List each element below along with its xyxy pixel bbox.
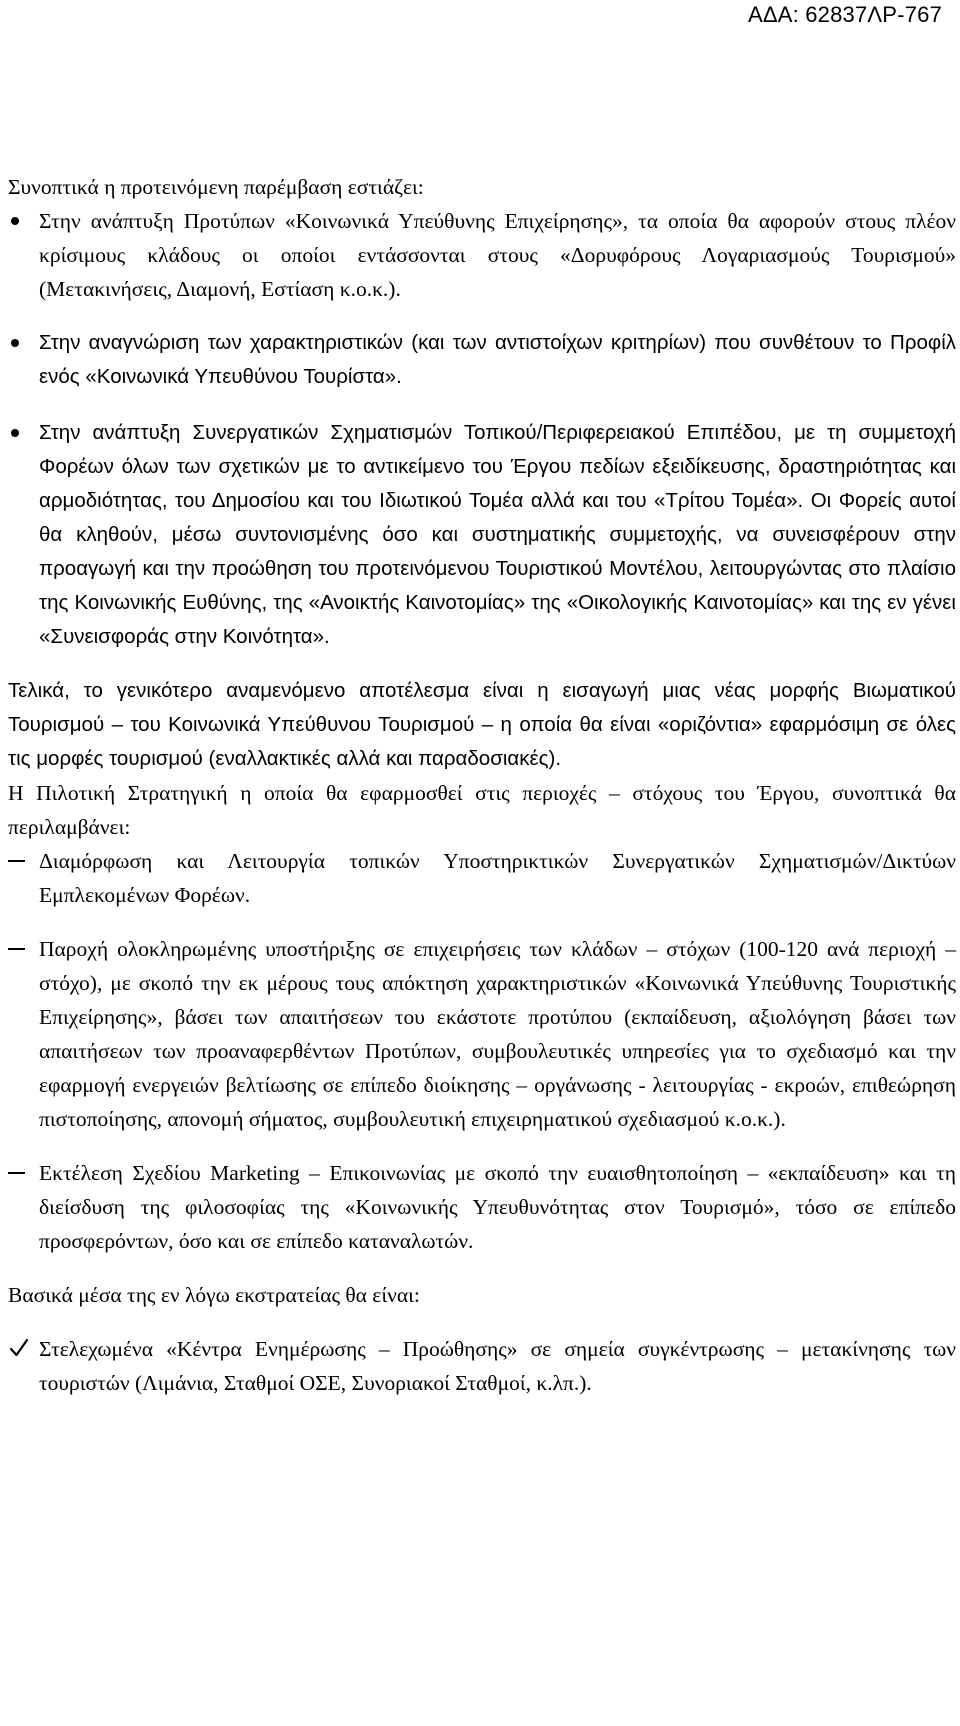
dash-text: Εκτέλεση Σχεδίου Marketing – Επικοινωνίας με σκοπό την ευαισθητοποίηση – «εκπαίδευση» και τη διείσδυση της φιλοσοφίας της «Κοινωνικής Υπευθυνότητας στον Τουρισμό», τόσο σε επίπεδο προσφερόντων, όσο και σε επίπεδο καταναλωτών. <box>39 1161 956 1253</box>
bullet-text: Στην αναγνώριση των χαρακτηριστικών (και των αντιστοίχων κριτηρίων) που συνθέτουν το Προφίλ ενός «Κοινωνικά Υπευθύνου Τουρίστα». <box>39 331 956 388</box>
dash-icon <box>8 948 25 950</box>
check-icon <box>8 1337 30 1359</box>
ada-code: ΑΔΑ: 62837ΛΡ-767 <box>747 2 942 27</box>
dash-icon <box>8 860 25 862</box>
dash-text: Παροχή ολοκληρωμένης υποστήριξης σε επιχειρήσεις των κλάδων – στόχων (100-120 ανά περιοχή – στόχο), με σκοπό την εκ μέρους τους απόκτηση χαρακτηριστικών «Κοινωνικά Υπεύθυνης Τουριστικής Επιχείρησης», βάσει των απαιτήσεων του εκάστοτε προτύπου (εκπαίδευση, αξιολόγηση βάσει των απαιτήσεων των προαναφερθέντων Προτύπων, συμβουλευτικές υπηρεσίες για το σχεδιασμό και την εφαρμογή ενεργειών βελτίωσης σε επίπεδο διοίκησης – οργάνωσης - λειτουργίας - εκροών, επιθεώρηση πιστοποίησης, απονομή σήματος, συμβουλευτική επιχειρηματικού σχεδιασμού κ.ο.κ.). <box>39 937 956 1131</box>
dash-item <box>8 1156 956 1258</box>
strategy-intro-paragraph: Η Πιλοτική Στρατηγική η οποία θα εφαρμοσθεί στις περιοχές – στόχους του Έργου, συνοπτικά θα περιλαμβάνει: <box>8 781 956 839</box>
dash-item <box>8 844 956 912</box>
bullet-icon <box>11 339 19 347</box>
bullet-item <box>8 204 956 306</box>
intro-paragraph: Συνοπτικά η προτεινόμενη παρέμβαση εστιάζει: <box>8 175 424 199</box>
dash-icon <box>8 1172 25 1174</box>
conclusion-paragraph: Τελικά, το γενικότερο αναμενόμενο αποτέλεσμα είναι η εισαγωγή μιας νέας μορφής Βιωματικού Τουρισμού – του Κοινωνικά Υπεύθυνου Τουρισμού – η οποία θα είναι «οριζόντια» εφαρμόσιμη σε όλες τις μορφές τουρισμού (εναλλακτικές αλλά και παραδοσιακές). <box>8 679 956 770</box>
bullet-text: Στην ανάπτυξη Συνεργατικών Σχηματισμών Τοπικού/Περιφερειακού Επιπέδου, με τη συμμετοχή Φορέων όλων των σχετικών με το αντικείμενο του Έργου πεδίων εξειδίκευσης, δραστηριότητας και αρμοδιότητας, του Δημοσίου και του Ιδιωτικού Τομέα αλλά και του «Τρίτου Τομέα». Οι Φορείς αυτοί θα κληθούν, μέσω συντονισμένης όσο και συστηματικής συμμετοχής, να συνεισφέρουν στην προαγωγή και την προώθηση του προτεινόμενου Τουριστικού Μοντέλου, λειτουργώντας στο πλαίσιο της Κοινωνικής Ευθύνης, της «Ανοικτής Καινοτομίας» της «Οικολογικής Καινοτομίας» και της εν γένει «Συνεισφοράς στην Κοινότητα». <box>39 421 956 648</box>
bullet-icon <box>11 217 19 225</box>
check-item <box>8 1332 956 1400</box>
means-intro-paragraph: Βασικά μέσα της εν λόγω εκστρατείας θα είναι: <box>8 1283 420 1307</box>
bullet-icon <box>11 429 19 437</box>
document-body <box>8 170 956 1400</box>
bullet-item <box>8 416 956 654</box>
dash-item <box>8 932 956 1136</box>
bullet-text: Στην ανάπτυξη Προτύπων «Κοινωνικά Υπεύθυνης Επιχείρησης», τα οποία θα αφορούν στους πλέον κρίσιμους κλάδους οι οποίοι εντάσσονται στους «Δορυφόρους Λογαριασμούς Τουρισμού» (Μετακινήσεις, Διαμονή, Εστίαση κ.ο.κ.). <box>39 209 956 301</box>
dash-text: Διαμόρφωση και Λειτουργία τοπικών Υποστηρικτικών Συνεργατικών Σχηματισμών/Δικτύων Εμπλεκομένων Φορέων. <box>39 849 956 907</box>
bullet-item <box>8 326 956 394</box>
check-text: Στελεχωμένα «Κέντρα Ενημέρωσης – Προώθησης» σε σημεία συγκέντρωσης – μετακίνησης των τουριστών (Λιμάνια, Σταθμοί ΟΣΕ, Συνοριακοί Σταθμοί, κ.λπ.). <box>39 1337 956 1395</box>
